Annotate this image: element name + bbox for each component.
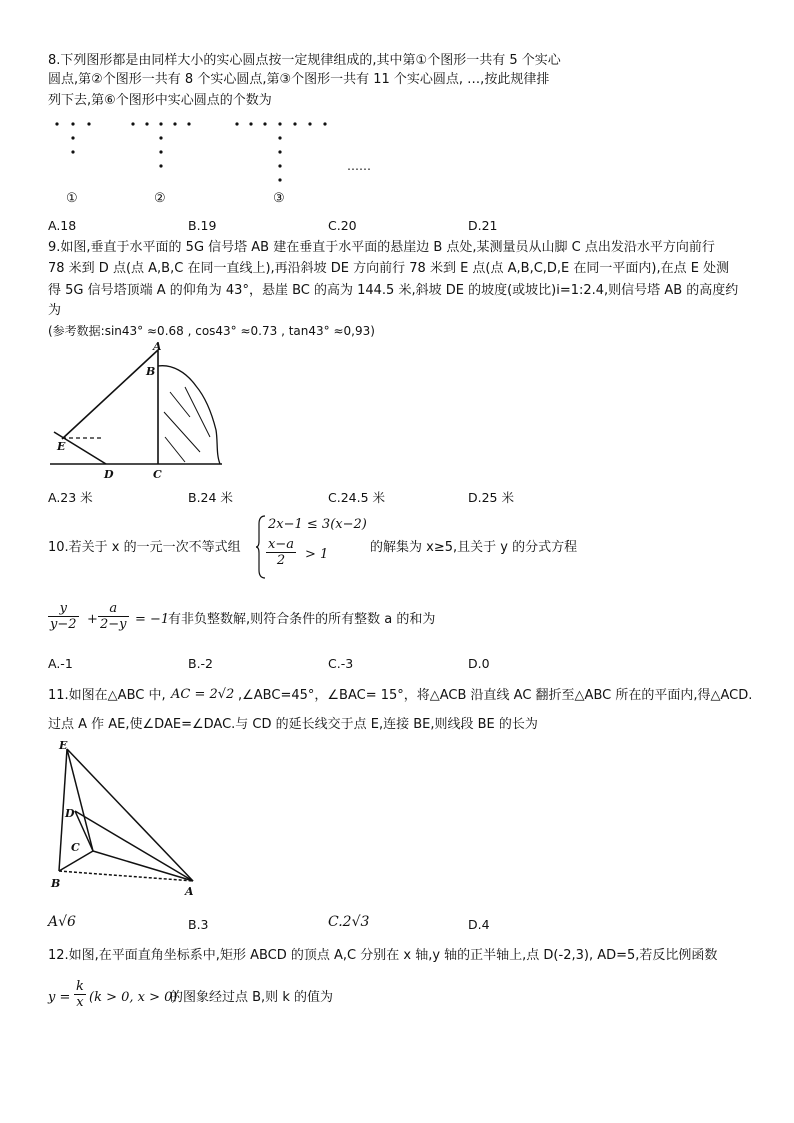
q11-label-d: D [65,807,75,820]
q10-inequality-2-frac [266,537,296,568]
q8-line3: 列下去,第⑥个图形中实心圆点的个数为 [48,93,272,108]
q9-line4: 为 [48,303,62,318]
q12-func-condition: (k > 0, x > 0) [89,990,178,1005]
q8-option-a: A.18 [48,218,77,233]
q10-frac1-denominator: y−2 [50,617,77,632]
q9-reference-data: (参考数据:sin43° ≈0.68 , cos43° ≈0.73 , tan43° ≈0,93) [48,324,375,338]
q9-diagram [40,342,240,482]
q10-option-a: A.-1 [48,656,73,671]
q10-option-c: C.-3 [328,656,354,671]
q8-ellipsis: …… [347,159,371,173]
q11-diagram [45,735,205,900]
q10-option-d: D.0 [468,656,490,671]
q9-label-a: A [153,342,162,353]
q10-suffix: 的解集为 x≥5,且关于 y 的分式方程 [370,540,578,555]
q10-ineq2-denominator: 2 [276,553,286,568]
q11-label-b: B [51,877,61,890]
q9-option-c: C.24.5 米 [328,490,386,505]
q12-line2: 的图象经过点 B,则 k 的值为 [170,990,333,1005]
q10-line2: 有非负整数解,则符合条件的所有整数 a 的和为 [168,612,436,627]
q9-label-d: D [104,468,114,481]
q10-frac2 [98,601,129,632]
q12-func-numerator: k [76,979,84,994]
q12-func-lhs: y = [48,990,71,1005]
q9-line1: 9.如图,垂直于水平面的 5G 信号塔 AB 建在垂直于水平面的悬崖边 B 点处,某测量员从山脚 C 点出发沿水平方向前行 [48,240,715,255]
q8-option-b: B.19 [188,218,217,233]
q9-line2: 78 米到 D 点(点 A,B,C 在同一直线上),再沿斜坡 DE 方向前行 78 米到 E 点(点 A,B,C,D,E 在同一平面内),在点 E 处测 [48,261,730,276]
q11-label-a: A [185,885,194,898]
q8-line1: 8.下列图形都是由同样大小的实心圆点按一定规律组成的,其中第①个图形一共有 5 个实心 [48,53,561,68]
q11-label-e: E [59,739,68,752]
q12-line1: 12.如图,在平面直角坐标系中,矩形 ABCD 的顶点 A,C 分别在 x 轴,y 轴的正半轴上,点 D(-2,3), AD=5,若反比例函数 [48,948,718,963]
q11-line1-end: ,∠ABC=45°，∠BAC= 15°，将△ACB 沿直线 AC 翻折至△ABC 所在的平面内,得△ACD. [238,688,753,703]
q9-label-b: B [146,365,156,378]
q10-inequality-1: 2x−1 ≤ 3(x−2) [268,517,367,532]
q8-figure-label-3: ③ [273,191,285,206]
q10-frac2-numerator: a [98,601,129,617]
q11-option-b: B.3 [188,917,209,932]
q11-option-d: D.4 [468,917,490,932]
q10-prefix: 10.若关于 x 的一元一次不等式组 [48,540,241,555]
q9-label-e: E [57,440,66,453]
q8-line2: 圆点,第②个图形一共有 8 个实心圆点,第③个图形一共有 11 个实心圆点, …,按此规律排 [48,72,550,87]
q10-frac1 [48,601,79,632]
q9-option-b: B.24 米 [188,490,233,505]
q10-frac1-numerator: y [48,601,79,617]
q11-ac-expression: AC = 2√2 [171,687,235,702]
q11-option-c: C.2√3 [328,914,370,930]
q10-ineq2-numerator: x−a [268,537,294,552]
q9-line3: 得 5G 信号塔顶端 A 的仰角为 43°，悬崖 BC 的高为 144.5 米,斜坡 DE 的坡度(或坡比)i=1:2.4,则信号塔 AB 的高度约 [48,283,739,298]
q10-ineq2-relation: > 1 [305,547,329,562]
q9-label-c: C [153,468,162,481]
q10-plus: + [87,612,98,627]
q12-func-denominator: x [76,995,84,1010]
q11-line2: 过点 A 作 AE,使∠DAE=∠DAC.与 CD 的延长线交于点 E,连接 BE,则线段 BE 的长为 [48,717,538,732]
q8-figure-label-1: ① [66,191,78,206]
q11-option-a: A√6 [48,914,76,930]
q8-option-c: C.20 [328,218,357,233]
q9-option-a: A.23 米 [48,490,93,505]
q8-option-d: D.21 [468,218,498,233]
q11-label-c: C [71,841,80,854]
q8-dot-figure [0,110,794,210]
q10-equation-rhs: = −1 [135,612,170,627]
q8-figure-label-2: ② [154,191,166,206]
q10-frac2-denominator: 2−y [100,617,127,632]
q9-option-d: D.25 米 [468,490,514,505]
q10-option-b: B.-2 [188,656,214,671]
q11-line1-start: 11.如图在△ABC 中, [48,688,166,703]
q12-func-frac [74,979,86,1010]
